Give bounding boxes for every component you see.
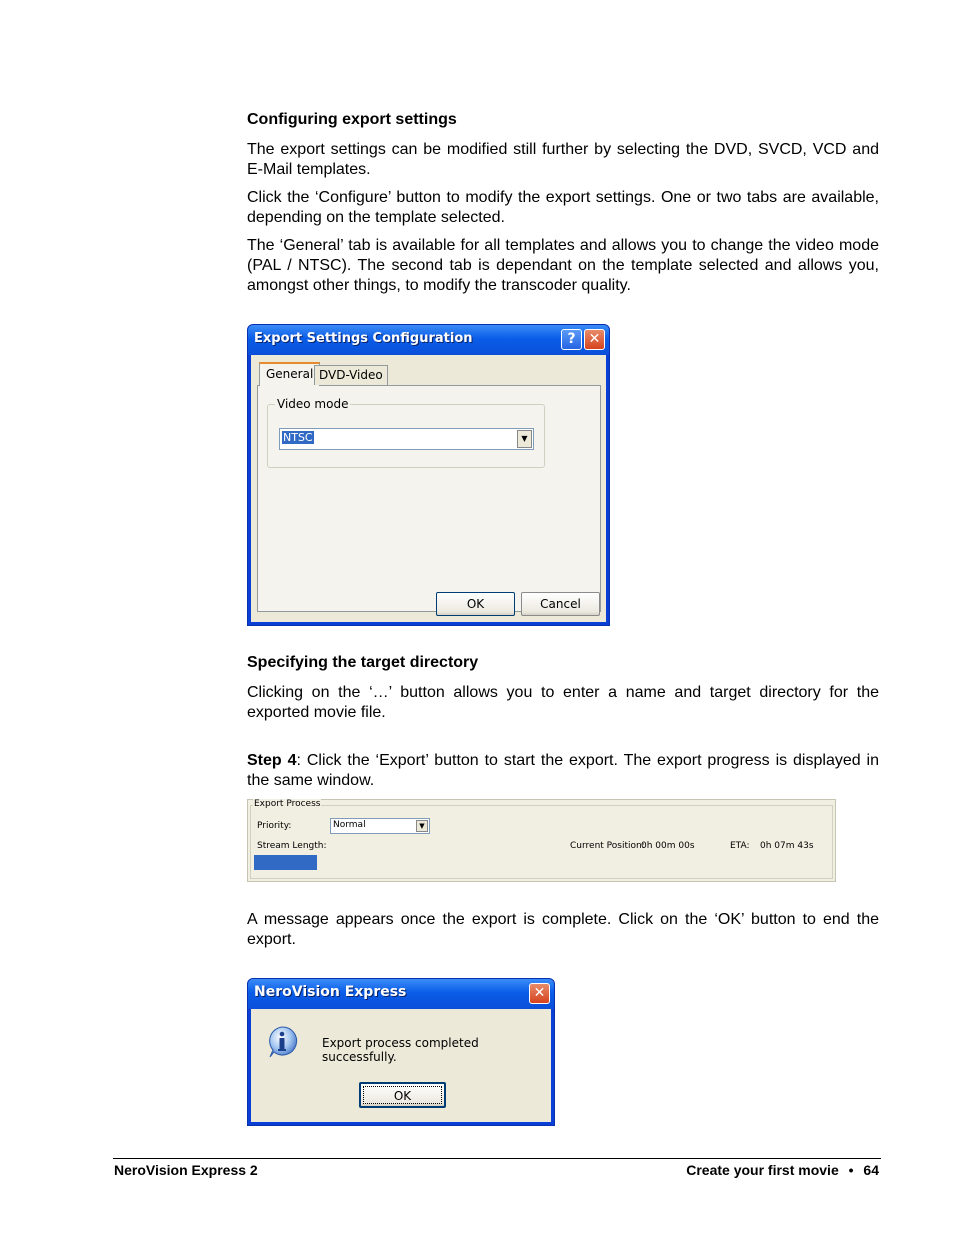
footer-title: NeroVision Express 2 xyxy=(114,1162,258,1178)
eta-value: 0h 07m 43s xyxy=(760,841,814,851)
export-settings-dialog xyxy=(247,324,610,626)
priority-select[interactable] xyxy=(330,818,430,834)
chevron-down-icon[interactable]: ▼ xyxy=(416,820,428,832)
close-button[interactable]: ✕ xyxy=(529,983,550,1004)
paragraph: Click the ‘Configure’ button to modify the export settings. One or two tabs are available, depending on the template selected. xyxy=(247,189,879,226)
dialog-title: NeroVision Express xyxy=(254,984,407,1000)
message-text: Export process completed successfully. xyxy=(322,1036,479,1064)
dialog-body xyxy=(251,1009,551,1122)
tab-dvd-video[interactable]: DVD-Video xyxy=(314,365,388,385)
paragraph: Clicking on the ‘…’ button allows you to enter a name and target directory for the exported movie file. xyxy=(247,684,879,721)
paragraph: The ‘General’ tab is available for all templates and allows you to change the video mode (PAL / NTSC). The second tab is dependant on the template selected and allows you, amongst other things, to modify the transcoder quality. xyxy=(247,237,879,294)
export-process-panel xyxy=(247,799,836,882)
current-position-label: Current Position: xyxy=(570,841,645,851)
ok-label: OK xyxy=(393,1089,412,1103)
help-button[interactable]: ? xyxy=(561,329,582,350)
priority-label: Priority: xyxy=(257,821,292,831)
dialog-title: Export Settings Configuration xyxy=(254,331,473,346)
priority-value: Normal xyxy=(333,820,366,830)
export-process-label: Export Process xyxy=(254,799,321,809)
step-label: Step 4 xyxy=(247,752,297,769)
footer-rule xyxy=(113,1158,881,1159)
paragraph-step-4 xyxy=(247,751,879,791)
current-position-value: 0h 00m 00s xyxy=(641,841,695,851)
dialog-body xyxy=(251,355,606,622)
section-heading-export-settings: Configuring export settings xyxy=(247,111,457,128)
page-number: 64 xyxy=(863,1162,879,1178)
eta-label: ETA: xyxy=(730,841,750,851)
section-heading-target-directory: Specifying the target directory xyxy=(247,654,479,671)
video-mode-label: Video mode xyxy=(277,397,349,411)
dialog-titlebar xyxy=(248,325,609,355)
chevron-down-icon[interactable]: ▼ xyxy=(517,430,532,448)
ok-button[interactable] xyxy=(359,1082,446,1108)
export-progress-fill xyxy=(254,855,317,870)
footer-section: Create your first movie xyxy=(686,1162,839,1178)
info-icon xyxy=(265,1025,299,1059)
ok-button[interactable]: OK xyxy=(436,592,515,616)
stream-length-label: Stream Length: xyxy=(257,841,327,851)
footer-bullet: • xyxy=(848,1162,854,1178)
close-button[interactable]: ✕ xyxy=(584,329,605,350)
video-mode-select[interactable] xyxy=(279,428,534,450)
dialog-titlebar xyxy=(248,979,554,1009)
cancel-button[interactable]: Cancel xyxy=(521,592,600,616)
message-dialog xyxy=(247,978,555,1126)
export-progress-bar xyxy=(254,855,831,870)
video-mode-value: NTSC xyxy=(283,431,313,444)
paragraph: The export settings can be modified still further by selecting the DVD, SVCD, VCD and E-Mail templates. xyxy=(247,141,879,178)
step-text: : Click the ‘Export’ button to start the export. The export progress is displayed in the same window. xyxy=(247,752,879,789)
footer-right xyxy=(686,1162,879,1178)
tab-general[interactable]: General xyxy=(259,362,320,386)
paragraph: A message appears once the export is complete. Click on the ‘OK’ button to end the export. xyxy=(247,911,879,948)
